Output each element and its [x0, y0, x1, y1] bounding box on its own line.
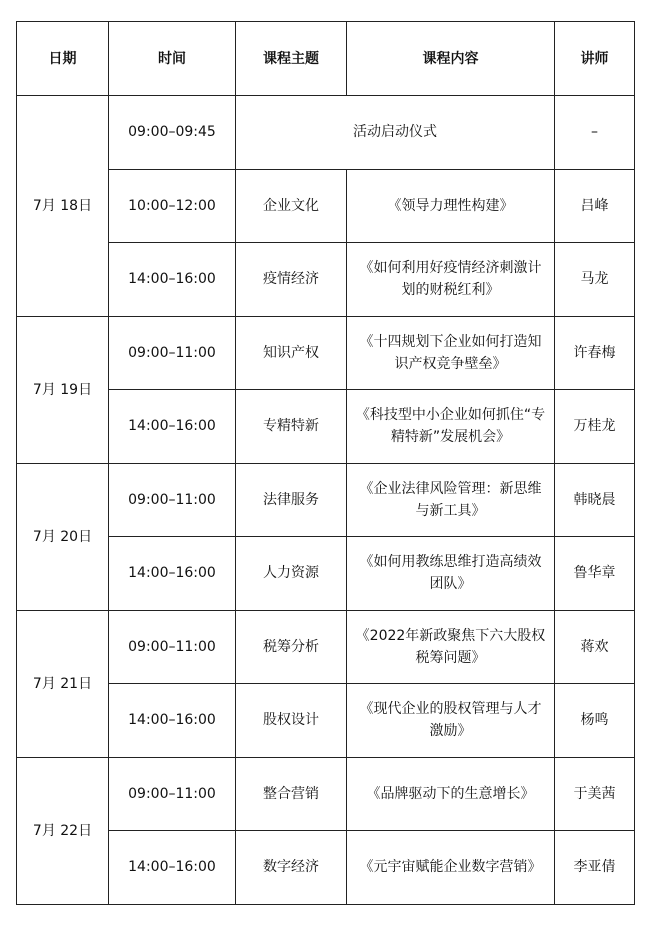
table-row	[17, 243, 635, 317]
lecturer-cell: 鲁华章	[555, 537, 635, 611]
date-cell: 7月 18日	[17, 96, 109, 317]
header-row	[17, 22, 635, 96]
lecturer-cell: 马龙	[555, 243, 635, 317]
topic-cell: 专精特新	[236, 390, 347, 464]
content-cell: 《十四规划下企业如何打造知识产权竞争壁垒》	[347, 316, 555, 390]
table-row	[17, 316, 635, 390]
lecturer-cell: 韩晓晨	[555, 463, 635, 537]
time-cell: 14:00–16:00	[109, 684, 236, 758]
time-cell: 09:00–11:00	[109, 610, 236, 684]
date-cell: 7月 21日	[17, 610, 109, 757]
date-cell: 7月 19日	[17, 316, 109, 463]
table-row	[17, 96, 635, 170]
time-cell: 09:00–11:00	[109, 463, 236, 537]
time-cell: 14:00–16:00	[109, 537, 236, 611]
topic-cell: 数字经济	[236, 831, 347, 905]
lecturer-cell: 万桂龙	[555, 390, 635, 464]
content-cell: 《如何用教练思维打造高绩效团队》	[347, 537, 555, 611]
time-cell: 09:00–11:00	[109, 757, 236, 831]
topic-cell: 企业文化	[236, 169, 347, 243]
header-lecturer: 讲师	[555, 22, 635, 96]
content-cell: 《领导力理性构建》	[347, 169, 555, 243]
table-row	[17, 831, 635, 905]
content-cell: 《如何利用好疫情经济刺激计划的财税红利》	[347, 243, 555, 317]
topic-cell: 人力资源	[236, 537, 347, 611]
topic-cell: 法律服务	[236, 463, 347, 537]
content-cell: 《现代企业的股权管理与人才激励》	[347, 684, 555, 758]
time-cell: 14:00–16:00	[109, 243, 236, 317]
table-row	[17, 463, 635, 537]
content-cell: 《科技型中小企业如何抓住“专精特新”发展机会》	[347, 390, 555, 464]
table-row	[17, 537, 635, 611]
lecturer-cell: 许春梅	[555, 316, 635, 390]
time-cell: 10:00–12:00	[109, 169, 236, 243]
date-cell: 7月 22日	[17, 757, 109, 904]
header-time: 时间	[109, 22, 236, 96]
topic-cell: 股权设计	[236, 684, 347, 758]
time-cell: 14:00–16:00	[109, 831, 236, 905]
header-topic: 课程主题	[236, 22, 347, 96]
table-row	[17, 684, 635, 758]
topic-cell: 知识产权	[236, 316, 347, 390]
schedule-table	[16, 21, 635, 905]
table-row	[17, 169, 635, 243]
content-cell: 《品牌驱动下的生意增长》	[347, 757, 555, 831]
header-content: 课程内容	[347, 22, 555, 96]
lecturer-cell: 于美茜	[555, 757, 635, 831]
table-row	[17, 390, 635, 464]
lecturer-cell: 杨鸣	[555, 684, 635, 758]
time-cell: 14:00–16:00	[109, 390, 236, 464]
topic-cell: 税筹分析	[236, 610, 347, 684]
content-cell: 《企业法律风险管理：新思维与新工具》	[347, 463, 555, 537]
time-cell: 09:00–11:00	[109, 316, 236, 390]
topic-cell: 整合营销	[236, 757, 347, 831]
table-row	[17, 610, 635, 684]
lecturer-cell: 蒋欢	[555, 610, 635, 684]
table-row	[17, 757, 635, 831]
lecturer-cell: 吕峰	[555, 169, 635, 243]
lecturer-cell: –	[555, 96, 635, 170]
date-cell: 7月 20日	[17, 463, 109, 610]
lecturer-cell: 李亚倩	[555, 831, 635, 905]
time-cell: 09:00–09:45	[109, 96, 236, 170]
content-cell: 《元宇宙赋能企业数字营销》	[347, 831, 555, 905]
topic-cell: 疫情经济	[236, 243, 347, 317]
merged-cell: 活动启动仪式	[236, 96, 555, 170]
content-cell: 《2022年新政聚焦下六大股权税筹问题》	[347, 610, 555, 684]
header-date: 日期	[17, 22, 109, 96]
